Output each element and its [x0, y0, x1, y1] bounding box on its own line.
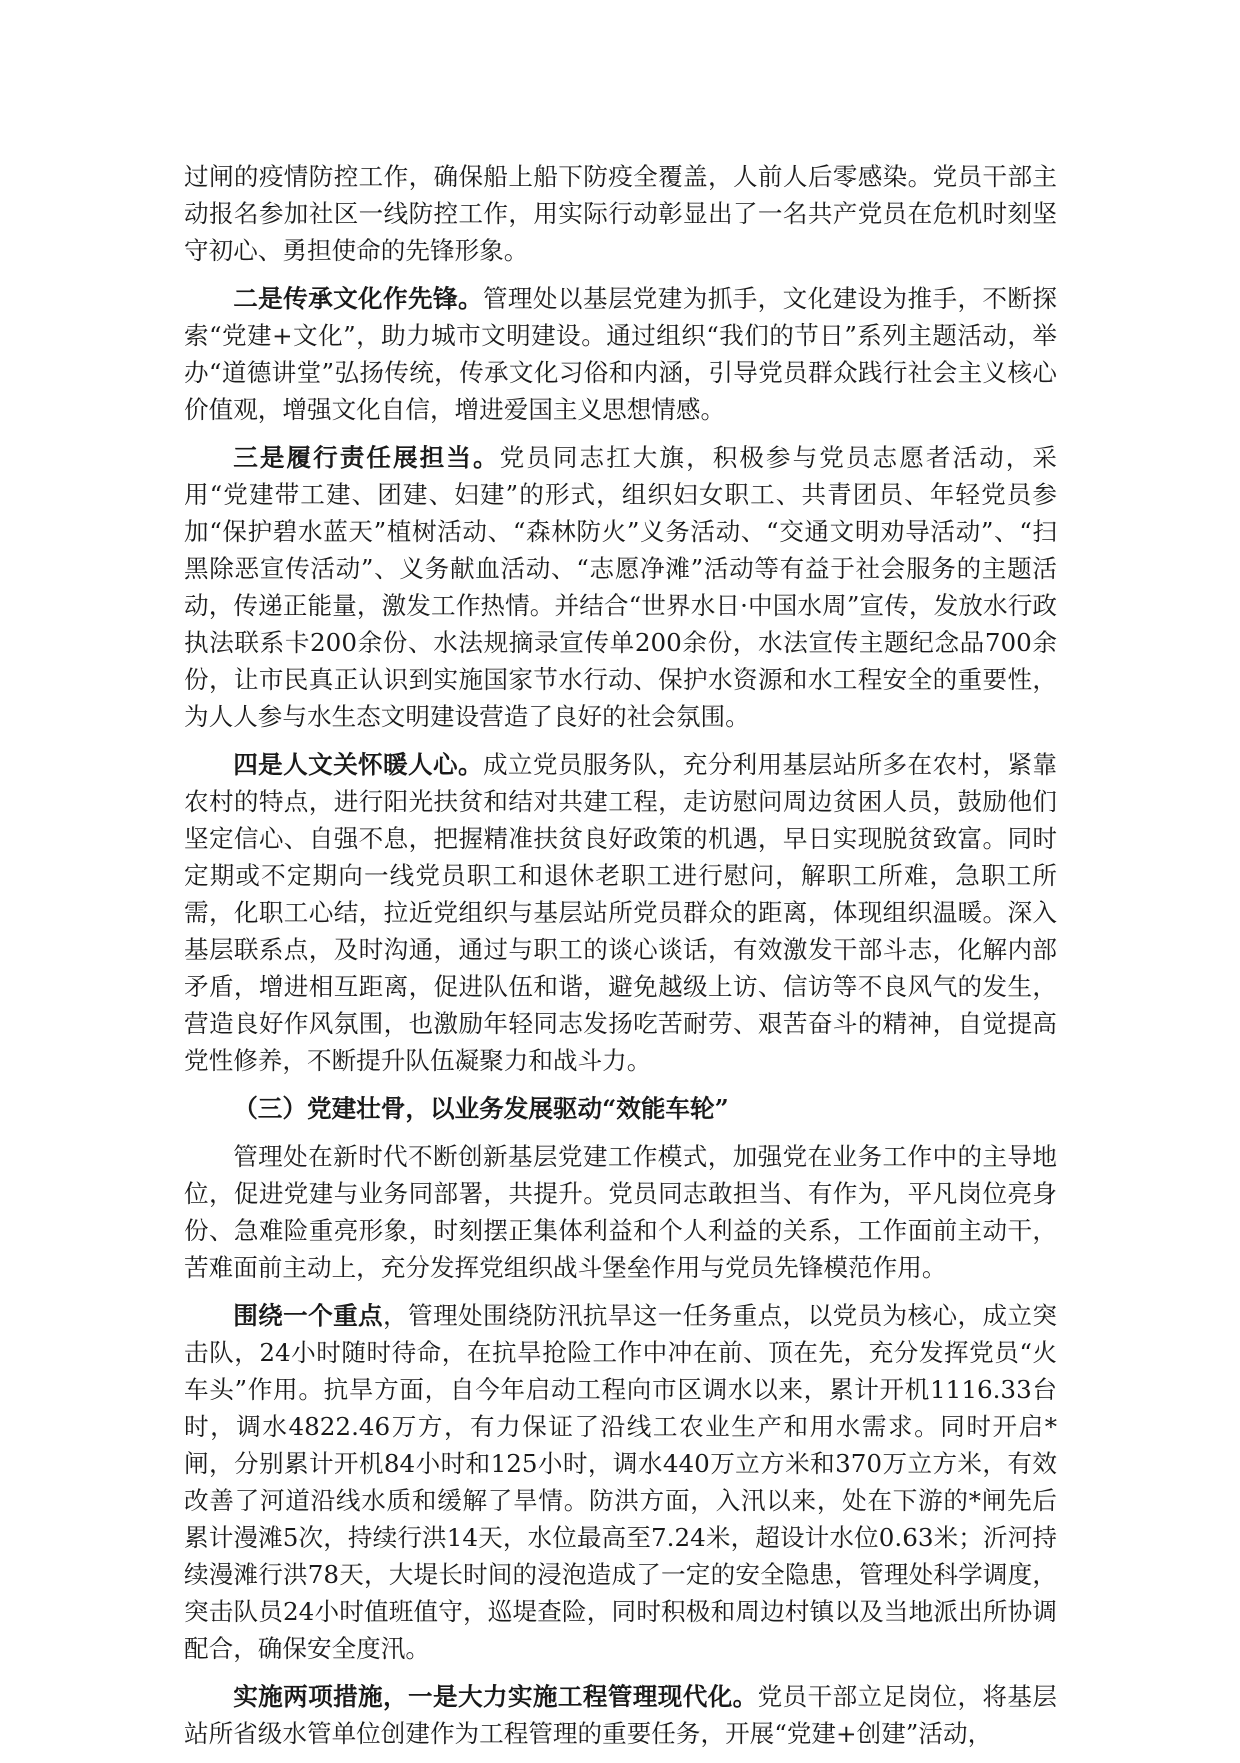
body-paragraph-5: [184, 1138, 1057, 1286]
paragraph-lead-heading: 四是人文关怀暖人心。: [233, 750, 483, 779]
body-paragraph-6: [184, 1297, 1057, 1667]
body-paragraph-7: [184, 1678, 1057, 1752]
paragraph-text: 管理处以基层党建为抓手，文化建设为推手，不断探索“党建+文化”，助力城市文明建设。通过组织“我们的节日”系列主题活动，举办“道德讲堂”弘扬传统，传承文化习俗和内涵，引导党员群众践行社会主义核心价值观，增强文化自信，增进爱国主义思想情感。: [184, 284, 1057, 424]
paragraph-lead-heading: 实施两项措施，一是大力实施工程管理现代化。: [233, 1682, 758, 1711]
paragraph-text: 党员干部立足岗位，将基层站所省级水管单位创建作为工程管理的重要任务，开展“党建+创建”活动，: [184, 1682, 1057, 1748]
paragraph-text: 过闸的疫情防控工作，确保船上船下防疫全覆盖，人前人后零感染。党员干部主动报名参加社区一线防控工作，用实际行动彰显出了一名共产党员在危机时刻坚守初心、勇担使命的先锋形象。: [184, 162, 1057, 265]
body-paragraph-3: [184, 439, 1057, 735]
body-paragraph-1: [184, 158, 1057, 269]
paragraph-text: 党员同志扛大旗，积极参与党员志愿者活动，采用“党建带工建、团建、妇建”的形式，组织妇女职工、共青团员、年轻党员参加“保护碧水蓝天”植树活动、“森林防火”义务活动、“交通文明劝导活动”、“扫黑除恶宣传活动”、义务献血活动、“志愿净滩”活动等有益于社会服务的主题活动，传递正能量，激发工作热情。并结合“世界水日·中国水周”宣传，发放水行政执法联系卡200余份、水法规摘录宣传单200余份，水法宣传主题纪念品700余份，让市民真正认识到实施国家节水行动、保护水资源和水工程安全的重要性，为人人参与水生态文明建设营造了良好的社会氛围。: [184, 443, 1057, 731]
section-heading: （三）党建壮骨，以业务发展驱动“效能车轮”: [233, 1094, 729, 1123]
body-paragraph-4: [184, 746, 1057, 1079]
paragraph-text: ，管理处围绕防汛抗旱这一任务重点，以党员为核心，成立突击队，24小时随时待命，在抗旱抢险工作中冲在前、顶在先，充分发挥党员“火车头”作用。抗旱方面，自今年启动工程向市区调水以来，累计开机1116.33台时，调水4822.46万方，有力保证了沿线工农业生产和用水需求。同时开启*闸，分别累计开机84小时和125小时，调水440万立方米和370万立方米，有效改善了河道沿线水质和缓解了旱情。防洪方面，入汛以来，处在下游的*闸先后累计漫滩5次，持续行洪14天，水位最高至7.24米，超设计水位0.63米；沂河持续漫滩行洪78天，大堤长时间的浸泡造成了一定的安全隐患，管理处科学调度，突击队员24小时值班值守，巡堤查险，同时积极和周边村镇以及当地派出所协调配合，确保安全度汛。: [184, 1301, 1057, 1663]
paragraph-lead-heading: 围绕一个重点: [233, 1301, 384, 1330]
paragraph-lead-heading: 二是传承文化作先锋。: [233, 284, 483, 313]
paragraph-text: 管理处在新时代不断创新基层党建工作模式，加强党在业务工作中的主导地位，促进党建与业务同部署，共提升。党员同志敢担当、有作为，平凡岗位亮身份、急难险重亮形象，时刻摆正集体利益和个人利益的关系，工作面前主动干，苦难面前主动上，充分发挥党组织战斗堡垒作用与党员先锋模范作用。: [184, 1142, 1057, 1282]
paragraph-lead-heading: 三是履行责任展担当。: [233, 443, 500, 472]
body-paragraph-2: [184, 280, 1057, 428]
document-body: [184, 158, 1057, 1763]
paragraph-text: 成立党员服务队，充分利用基层站所多在农村，紧靠农村的特点，进行阳光扶贫和结对共建工程，走访慰问周边贫困人员，鼓励他们坚定信心、自强不息，把握精准扶贫良好政策的机遇，早日实现脱贫致富。同时定期或不定期向一线党员职工和退休老职工进行慰问，解职工所难，急职工所需，化职工心结，拉近党组织与基层站所党员群众的距离，体现组织温暖。深入基层联系点，及时沟通，通过与职工的谈心谈话，有效激发干部斗志，化解内部矛盾，增进相互距离，促进队伍和谐，避免越级上访、信访等不良风气的发生，营造良好作风氛围，也激励年轻同志发扬吃苦耐劳、艰苦奋斗的精神，自觉提高党性修养，不断提升队伍凝聚力和战斗力。: [184, 750, 1057, 1075]
